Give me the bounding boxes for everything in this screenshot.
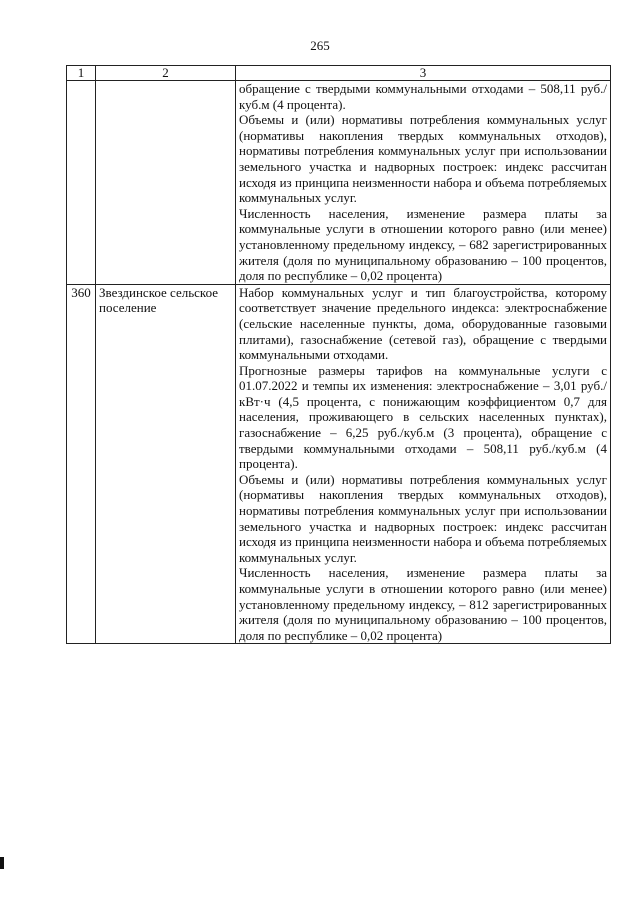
paragraph: Численность населения, изменение размера платы за коммунальные услуги в отношении которого равно (или менее) установленному предельному индексу, – 682 зарегистрированных жителя (доля по муниципальному образованию – 100 процентов, доля по республике – 0,02 процента): [239, 205, 607, 284]
table-row-continued: [67, 81, 611, 285]
row-number: [67, 81, 96, 285]
page-number: 265: [310, 38, 330, 53]
paragraph: Прогнозные размеры тарифов на коммунальные услуги с 01.07.2022 и темпы их изменения: электроснабжение – 3,01 руб./кВт·ч (4,5 процента, с понижающим коэффициентом 0,7 для населения, проживающего в сельских населенных пунктах), газоснабжение – 6,25 руб./куб.м (3 процента), обращение с твердыми коммунальными отходами – 508,11 руб./куб.м (4 процента).: [239, 362, 607, 472]
row-description: [236, 284, 611, 644]
document-table: [66, 65, 611, 644]
header-col-1: 1: [67, 66, 96, 81]
header-col-2: 2: [96, 66, 236, 81]
paragraph: Набор коммунальных услуг и тип благоустройства, которому соответствует значение предельного индекса: электроснабжение (сельские населенные пункты, дома, оборудованные газовыми плитами), газоснабжение (сетевой газ), обращение с твердыми коммунальными отходами.: [239, 284, 607, 363]
table-header-row: [67, 66, 611, 81]
row-municipality: Звездинское сельское поселение: [96, 284, 236, 644]
row-description: [236, 81, 611, 285]
paragraph: обращение с твердыми коммунальными отходами – 508,11 руб./куб.м (4 процента).: [239, 81, 607, 112]
header-col-3: 3: [236, 66, 611, 81]
paragraph: Объемы и (или) нормативы потребления коммунальных услуг (нормативы накопления твердых коммунальных отходов), нормативы потребления коммунальных услуг при использовании земельного участка и надворных построек: индекс рассчитан исходя из принципа неизменности набора и объема потребляемых коммунальных услуг.: [239, 112, 607, 206]
paragraph: Численность населения, изменение размера платы за коммунальные услуги в отношении которого равно (или менее) установленному предельному индексу, – 812 зарегистрированных жителя (доля по муниципальному образованию – 100 процентов, доля по республике – 0,02 процента): [239, 565, 607, 643]
table-row-360: [67, 284, 611, 644]
row-municipality: [96, 81, 236, 285]
paragraph: Объемы и (или) нормативы потребления коммунальных услуг (нормативы накопления твердых коммунальных отходов), нормативы потребления коммунальных услуг при использовании земельного участка и надворных построек: индекс рассчитан исходя из принципа неизменности набора и объема потребляемых коммунальных услуг.: [239, 471, 607, 565]
scan-margin-mark: [0, 857, 4, 869]
row-number: 360: [67, 284, 96, 644]
